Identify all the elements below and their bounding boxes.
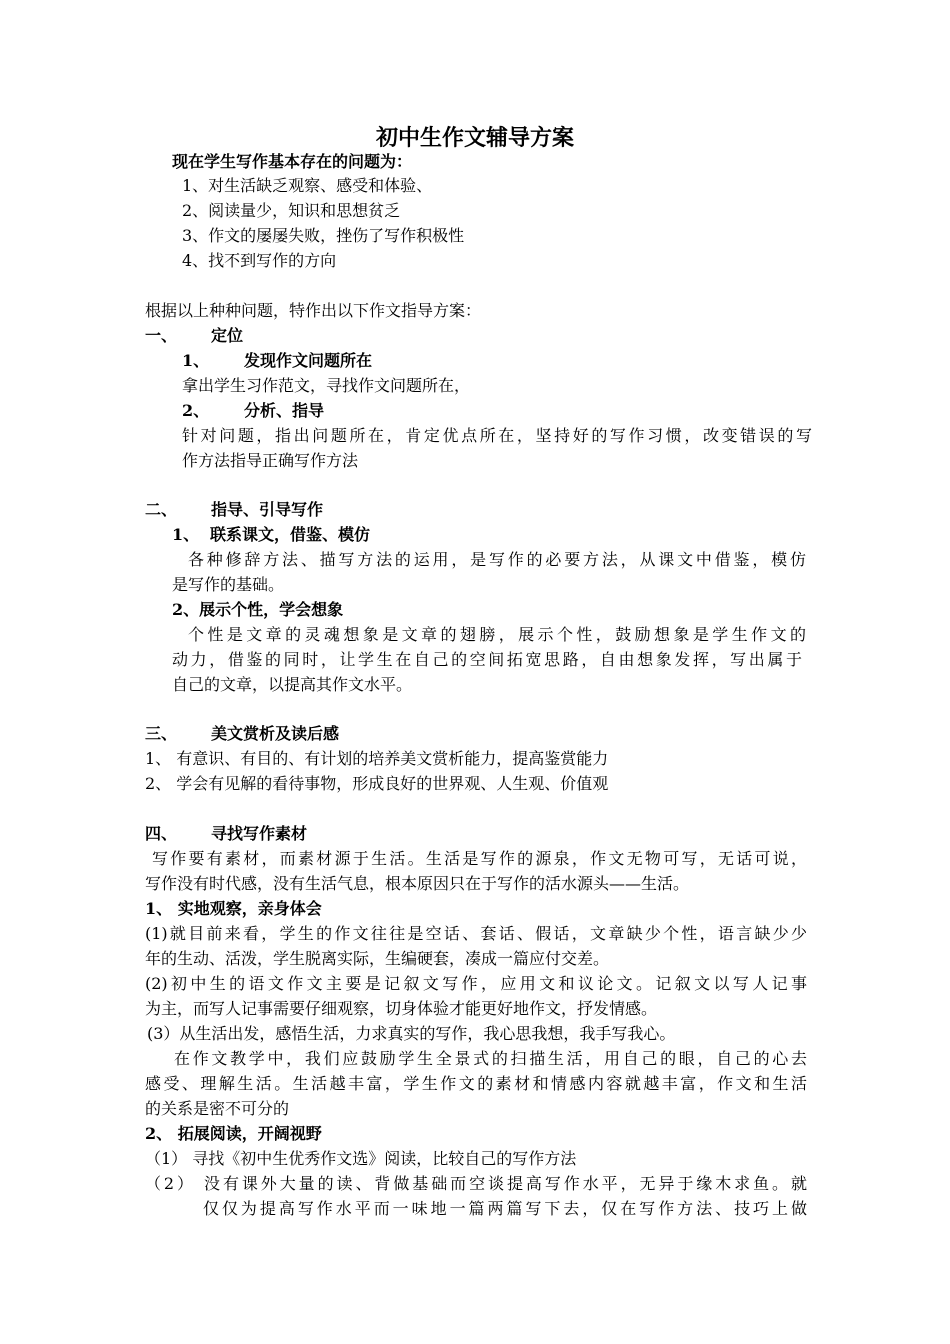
problem-item: 4、找不到写作的方向	[182, 251, 337, 270]
problems-heading: 现在学生写作基本存在的问题为：	[172, 152, 413, 171]
section-1-item-1-text: 拿出学生习作范文，寻找作文问题所在，	[182, 376, 471, 395]
section-1-item-1-heading: 1、 发现作文问题所在	[182, 351, 373, 370]
section-4-item-1-text: 为主，而写人记事需要仔细观察，切身体验才能更好地作文，抒发情感。	[145, 999, 658, 1018]
section-4-item-2-text: （2） 没有课外大量的读、背做基础而空谈提高写作水平，无异于缘木求鱼。就	[145, 1174, 807, 1193]
section-2-item-2-heading: 2、展示个性，学会想象	[172, 600, 344, 619]
section-4-item-1-text: 的关系是密不可分的	[145, 1099, 290, 1118]
section-4-item-2-text: 仅仅为提高写作水平而一味地一篇两篇写下去，仅在写作方法、技巧上做	[203, 1199, 807, 1218]
section-2-item-2-text: 动力，借鉴的同时，让学生在自己的空间拓宽思路，自由想象发挥，写出属于	[172, 650, 802, 669]
section-1-item-2-heading: 2、 分析、指导	[182, 401, 325, 420]
section-3-item: 1、 有意识、有目的、有计划的培养美文赏析能力，提高鉴赏能力	[145, 749, 609, 768]
intro-paragraph: 根据以上种种问题，特作出以下作文指导方案：	[145, 301, 482, 320]
section-2-item-2-text: 个性是文章的灵魂想象是文章的翅膀，展示个性，鼓励想象是学生作文的	[188, 625, 806, 644]
section-3-item: 2、 学会有见解的看待事物，形成良好的世界观、人生观、价值观	[145, 774, 609, 793]
section-4-heading: 四、 寻找写作素材	[145, 824, 308, 843]
section-2-item-1-text: 各种修辞方法、描写方法的运用，是写作的必要方法，从课文中借鉴，模仿	[188, 550, 806, 569]
section-4-item-2-heading: 2、 拓展阅读，开阔视野	[145, 1124, 322, 1143]
section-3-heading: 三、 美文赏析及读后感	[145, 724, 340, 743]
section-4-item-1-text: 感受、理解生活。生活越丰富，学生作文的素材和情感内容就越丰富，作文和生活	[145, 1074, 807, 1093]
section-4-item-1-text: (1)就目前来看，学生的作文往往是空话、套话、假话，文章缺少个性，语言缺少少	[145, 924, 807, 943]
section-4-item-1-text: (3）从生活出发，感悟生活，力求真实的写作，我心思我想，我手写我心。	[147, 1024, 676, 1043]
section-1-item-2-text: 针对问题，指出问题所在，肯定优点所在，坚持好的写作习惯，改变错误的写	[182, 426, 812, 445]
section-4-item-1-text: (2)初中生的语文作文主要是记叙文写作，应用文和议论文。记叙文以写人记事	[145, 974, 807, 993]
section-1-item-2-text: 作方法指导正确写作方法	[182, 451, 359, 470]
section-4-item-2-text: （1） 寻找《初中生优秀作文选》阅读，比较自己的写作方法	[145, 1149, 577, 1168]
section-1-heading: 一、 定位	[145, 326, 244, 345]
section-4-item-1-text: 年的生动、活泼，学生脱离实际，生编硬套，凑成一篇应付交差。	[145, 949, 610, 968]
section-4-item-1-heading: 1、 实地观察，亲身体会	[145, 899, 322, 918]
document-title: 初中生作文辅导方案	[375, 125, 574, 151]
section-2-item-1-text: 是写作的基础。	[172, 575, 285, 594]
section-2-item-2-text: 自己的文章，以提高其作文水平。	[172, 675, 413, 694]
section-4-intro: 写作没有时代感，没有生活气息，根本原因只在于写作的活水源头——生活。	[145, 874, 690, 893]
section-4-intro: 写作要有素材，而素材源于生活。生活是写作的源泉，作文无物可写，无话可说，	[152, 849, 807, 868]
problem-item: 2、阅读量少，知识和思想贫乏	[182, 201, 401, 220]
section-2-item-1-heading: 1、 联系课文，借鉴、模仿	[172, 525, 371, 544]
problem-item: 1、对生活缺乏观察、感受和体验、	[182, 176, 433, 195]
section-4-item-1-text: 在作文教学中，我们应鼓励学生全景式的扫描生活，用自己的眼，自己的心去	[174, 1049, 807, 1068]
section-2-heading: 二、 指导、引导写作	[145, 500, 324, 519]
problem-item: 3、作文的屡屡失败，挫伤了写作积极性	[182, 226, 465, 245]
